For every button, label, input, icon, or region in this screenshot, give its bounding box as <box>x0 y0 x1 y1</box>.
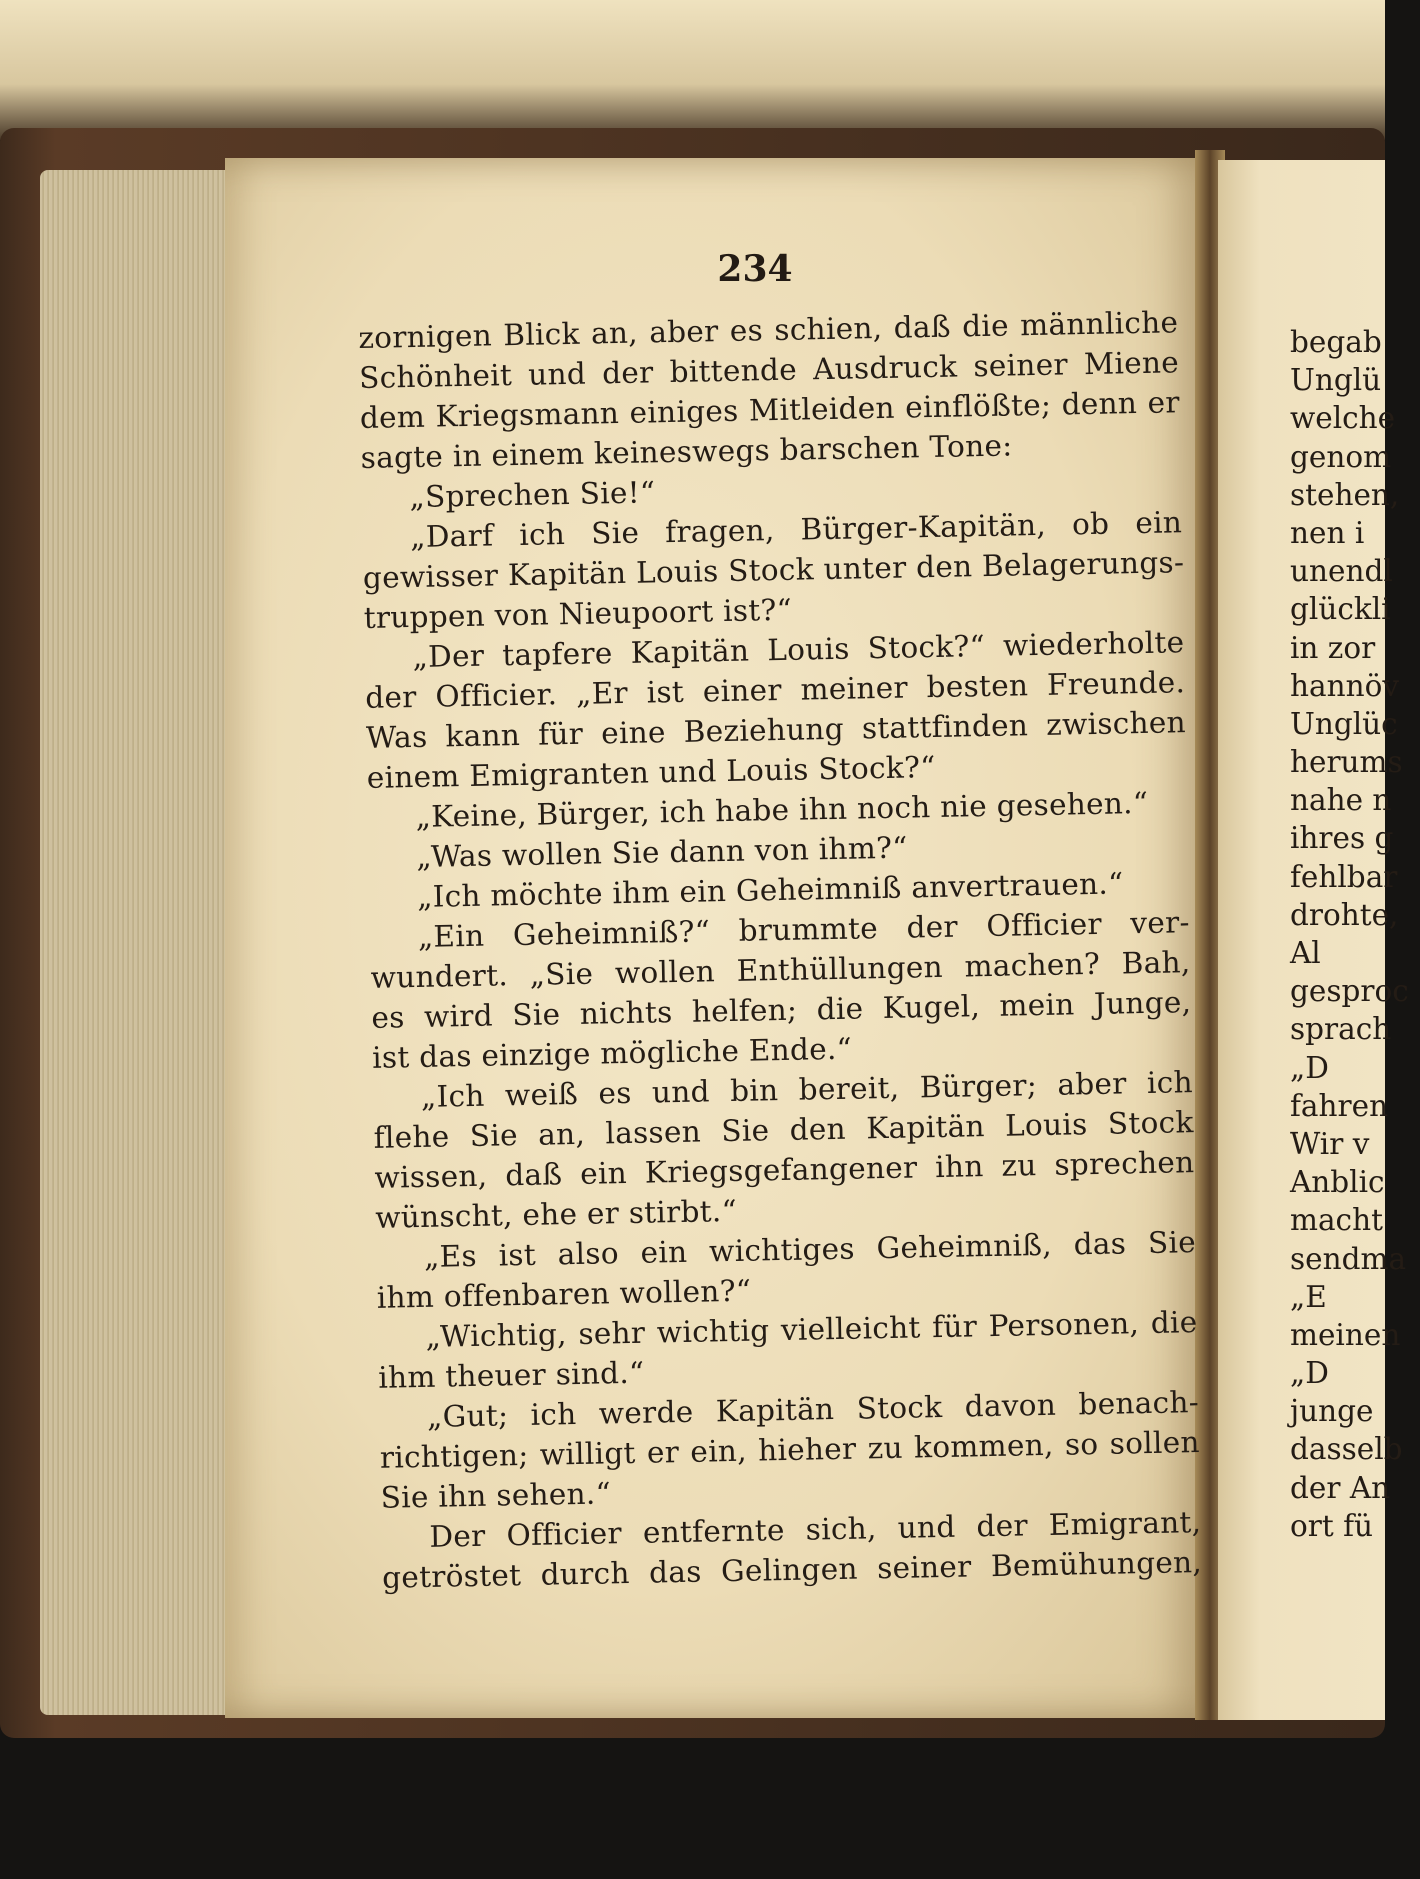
text-line: „Es ist also ein wichtiges Geheimniß, das Sie <box>423 1225 1197 1274</box>
facing-text-line: hannöv <box>1290 668 1400 703</box>
facing-text-line: sprach <box>1290 1012 1392 1047</box>
facing-text-line: welche <box>1290 401 1396 436</box>
text-line: richtigen; willigt er ein, hieher zu kommen, so sollen <box>379 1425 1201 1475</box>
facing-text-line: gesproc <box>1290 974 1409 1009</box>
text-line: gewisser Kapitän Louis Stock unter den Belagerungs- <box>362 545 1185 595</box>
text-line: „Darf ich Sie fragen, Bürger-Kapitän, ob ein <box>409 505 1183 555</box>
text-line: „Wichtig, sehr wichtig vielleicht für Personen, die <box>425 1305 1198 1354</box>
facing-page-text <box>1290 322 1420 1544</box>
facing-text-line: Unglüc <box>1290 706 1398 741</box>
text-line: „Ein Geheimniß?“ brummte der Officier ver- <box>417 905 1191 954</box>
facing-text-line: glückli <box>1290 592 1391 627</box>
text-line: „Ich möchte ihm ein Geheimniß anvertrauen.“ <box>416 866 1124 914</box>
facing-text-line: meinen <box>1290 1317 1401 1352</box>
text-line: sagte in einem keineswegs barschen Tone: <box>360 428 1013 475</box>
facing-text-line: ort fü <box>1290 1508 1374 1543</box>
text-line: es wird Sie nichts helfen; die Kugel, mein Junge, <box>371 985 1192 1035</box>
page-text <box>358 302 1202 1598</box>
facing-text-line: unendl <box>1290 554 1393 589</box>
facing-text-line: der An <box>1290 1470 1391 1505</box>
text-line: Was kann für eine Beziehung stattfinden zwischen <box>365 705 1187 755</box>
text-line: einem Emigranten und Louis Stock?“ <box>366 749 936 795</box>
text-line: der Officier. „Er ist einer meiner besten Freunde. <box>364 665 1186 715</box>
facing-text-line: genom <box>1290 439 1392 474</box>
text-line: Der Officier entfernte sich, und der Emigrant, <box>429 1505 1202 1554</box>
text-line: „Ich weiß es und bin bereit, Bürger; aber ich <box>420 1065 1194 1114</box>
text-line: ihm offenbaren wollen?“ <box>376 1273 752 1315</box>
text-line: flehe Sie an, lassen Sie den Kapitän Louis Stock <box>373 1105 1194 1155</box>
text-line: „Sprechen Sie!“ <box>409 475 656 515</box>
text-line: „Keine, Bürger, ich habe ihn noch nie gesehen.“ <box>415 785 1149 834</box>
facing-text-line: sendma <box>1290 1241 1407 1276</box>
facing-text-line: stehen, <box>1290 477 1400 512</box>
text-line: Sie ihn sehen.“ <box>380 1476 612 1515</box>
text-line: wissen, daß ein Kriegsgefangener ihn zu sprechen <box>374 1145 1195 1195</box>
facing-text-line: Anblic <box>1290 1165 1385 1200</box>
text-line: „Der tapfere Kapitän Louis Stock?“ wiederholte <box>412 625 1185 675</box>
text-line: Schönheit und der bittende Ausdruck seiner Miene <box>358 345 1180 395</box>
facing-text-line: Unglü <box>1290 363 1382 398</box>
background-top <box>0 0 1385 140</box>
facing-text-line: „E <box>1290 1279 1327 1314</box>
facing-text-line: Al <box>1290 936 1321 970</box>
text-line: „Was wollen Sie dann von ihm?“ <box>416 830 908 874</box>
facing-text-line: dasselb <box>1290 1432 1403 1467</box>
text-line: dem Kriegsmann einiges Mitleiden einflößte; denn er <box>359 385 1181 435</box>
facing-text-line: drohte, <box>1290 897 1399 932</box>
facing-text-line: fahren <box>1290 1088 1389 1123</box>
facing-text-line: begab <box>1290 325 1382 359</box>
facing-text-line: ihres g <box>1290 821 1394 856</box>
text-line: getröstet durch das Gelingen seiner Bemühungen, <box>381 1545 1203 1595</box>
facing-text-line: „D <box>1290 1050 1329 1085</box>
facing-text-line: macht <box>1290 1203 1383 1238</box>
facing-text-line: junge <box>1290 1394 1374 1429</box>
text-line: wünscht, ehe er stirbt.“ <box>374 1193 738 1235</box>
text-line: zornigen Blick an, aber es schien, daß die männliche <box>358 305 1179 355</box>
page-number: 234 <box>717 248 793 290</box>
text-line: wundert. „Sie wollen Enthüllungen machen? Bah, <box>370 945 1191 995</box>
facing-text-line: nahe n <box>1290 783 1392 818</box>
text-line: truppen von Nieupoort ist?“ <box>363 592 793 635</box>
facing-text-line: Wir v <box>1290 1126 1370 1161</box>
text-line: ist das einzige mögliche Ende.“ <box>371 1031 853 1075</box>
text-line: ihm theuer sind.“ <box>378 1355 645 1395</box>
facing-text-line: herums <box>1290 745 1403 780</box>
facing-text-line: „D <box>1290 1356 1329 1391</box>
facing-text-line: in zor <box>1290 630 1376 665</box>
facing-text-line: fehlbar <box>1290 859 1398 894</box>
facing-text-line: nen i <box>1290 515 1365 550</box>
text-line: „Gut; ich werde Kapitän Stock davon benach- <box>426 1385 1200 1434</box>
